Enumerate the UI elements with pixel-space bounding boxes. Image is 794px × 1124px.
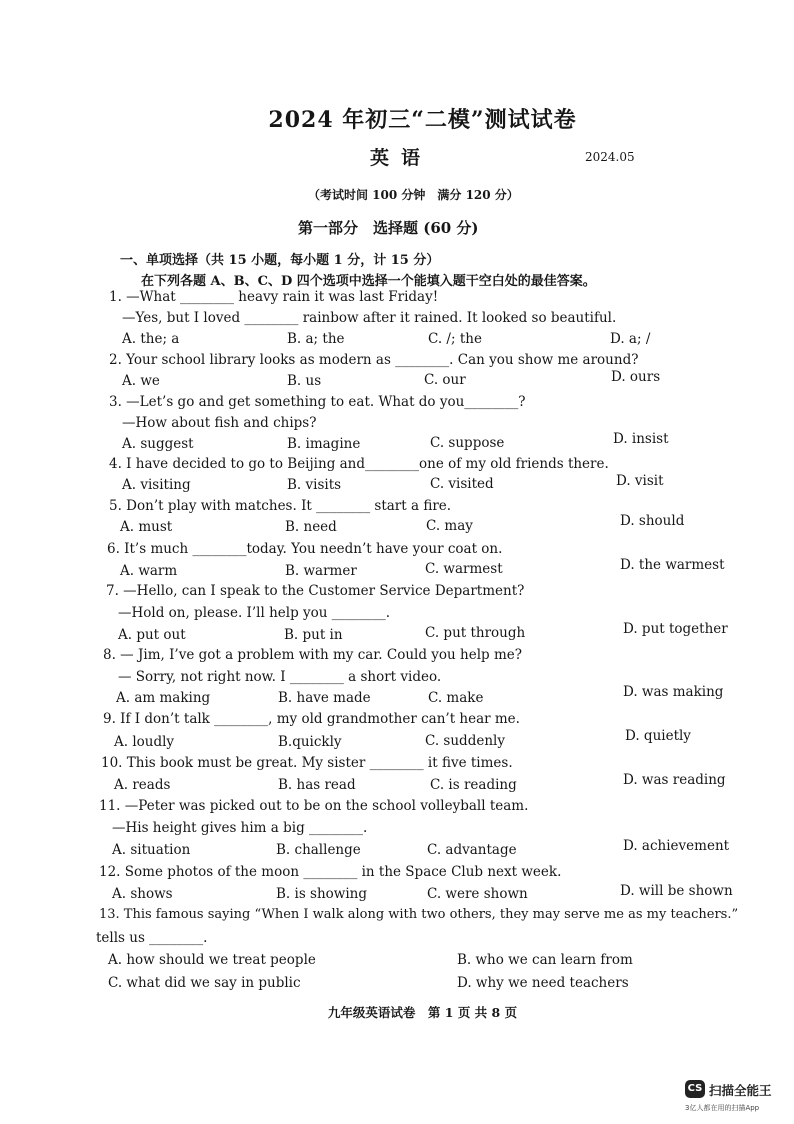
- question-2-option-b: B. us: [287, 373, 322, 389]
- question-11-option-c: C. advantage: [427, 842, 517, 858]
- question-2-option-d: D. ours: [611, 369, 661, 385]
- question-8-stem-line-2: — Sorry, not right now. I ________ a short video.: [118, 669, 442, 685]
- question-5-option-c: C. may: [426, 518, 473, 534]
- question-1-option-d: D. a; /: [610, 331, 651, 347]
- question-12-option-b: B. is showing: [276, 886, 367, 902]
- question-11-option-a: A. situation: [112, 842, 191, 858]
- question-3-option-d: D. insist: [613, 431, 669, 447]
- question-6-option-c: C. warmest: [425, 561, 503, 577]
- question-12-option-c: C. were shown: [427, 886, 528, 902]
- question-8-option-d: D. was making: [623, 684, 724, 700]
- question-7-option-a: A. put out: [118, 627, 186, 643]
- question-2-stem-line-1: 2. Your school library looks as modern as ________. Can you show me around?: [109, 352, 639, 368]
- question-10-option-a: A. reads: [114, 777, 171, 793]
- question-4-option-b: B. visits: [287, 477, 342, 493]
- question-13-option-d: D. why we need teachers: [457, 975, 629, 991]
- question-2-option-c: C. our: [424, 372, 466, 388]
- section-instruction: 在下列各题 A、B、C、D 四个选项中选择一个能填入题干空白处的最佳答案。: [141, 274, 596, 289]
- question-7-option-c: C. put through: [425, 625, 526, 641]
- exam-info: （考试时间 100 分钟 满分 120 分）: [308, 188, 519, 202]
- question-13-option-a: A. how should we treat people: [108, 952, 316, 968]
- question-10-option-b: B. has read: [278, 777, 356, 793]
- question-6-option-d: D. the warmest: [620, 557, 725, 573]
- question-11-stem-line-2: —His height gives him a big ________.: [112, 820, 368, 836]
- question-3-option-c: C. suppose: [430, 435, 505, 451]
- question-9-option-b: B.quickly: [278, 734, 342, 750]
- question-13-stem-line-2: tells us ________.: [96, 930, 208, 946]
- question-4-option-d: D. visit: [616, 473, 664, 489]
- question-5-option-d: D. should: [620, 513, 685, 529]
- question-9-stem-line-1: 9. If I don’t talk ________, my old grandmother can’t hear me.: [103, 711, 520, 727]
- question-7-stem-line-1: 7. —Hello, can I speak to the Customer Service Department?: [106, 583, 525, 599]
- question-4-option-c: C. visited: [430, 476, 494, 492]
- question-13-option-b: B. who we can learn from: [457, 952, 633, 968]
- page-footer: 九年级英语试卷 第 1 页 共 8 页: [327, 1005, 518, 1020]
- question-13-stem-line-1: 13. This famous saying “When I walk along with two others, they may serve me as my teachers.”: [99, 907, 739, 922]
- subject-title: 英语: [370, 147, 433, 169]
- question-12-option-d: D. will be shown: [620, 883, 733, 899]
- part-title: 第一部分 选择题 (60 分): [298, 219, 479, 237]
- question-13-option-c: C. what did we say in public: [108, 975, 301, 991]
- question-8-option-c: C. make: [428, 690, 484, 706]
- question-9-option-d: D. quietly: [625, 728, 691, 744]
- question-7-option-b: B. put in: [284, 627, 343, 643]
- question-5-option-b: B. need: [285, 519, 337, 535]
- question-8-option-b: B. have made: [278, 690, 371, 706]
- camscanner-logo-icon: CS: [685, 1080, 705, 1098]
- question-6-option-a: A. warm: [120, 563, 178, 579]
- exam-title: 2024 年初三“二模”测试试卷: [268, 107, 577, 133]
- question-10-option-d: D. was reading: [623, 772, 726, 788]
- scanner-tagline: 3亿人都在用的扫描App: [685, 1104, 760, 1112]
- question-3-stem-line-2: —How about fish and chips?: [122, 415, 317, 431]
- question-8-stem-line-1: 8. — Jim, I’ve got a problem with my car. Could you help me?: [103, 647, 522, 663]
- exam-date: 2024.05: [585, 150, 635, 164]
- question-1-option-a: A. the; a: [122, 331, 180, 347]
- question-7-stem-line-2: —Hold on, please. I’ll help you ________.: [118, 605, 391, 621]
- question-4-option-a: A. visiting: [122, 477, 191, 493]
- question-5-stem-line-1: 5. Don’t play with matches. It ________ start a fire.: [109, 498, 452, 514]
- question-9-option-c: C. suddenly: [425, 733, 505, 749]
- question-8-option-a: A. am making: [116, 690, 211, 706]
- question-11-stem-line-1: 11. —Peter was picked out to be on the school volleyball team.: [99, 798, 529, 814]
- question-11-option-b: B. challenge: [276, 842, 361, 858]
- question-5-option-a: A. must: [120, 519, 173, 535]
- question-1-option-c: C. /; the: [428, 331, 482, 347]
- question-2-option-a: A. we: [122, 373, 160, 389]
- question-6-stem-line-1: 6. It’s much ________today. You needn’t have your coat on.: [107, 541, 503, 557]
- question-4-stem-line-1: 4. I have decided to go to Beijing and________one of my old friends there.: [109, 456, 609, 472]
- question-6-option-b: B. warmer: [285, 563, 357, 579]
- question-10-stem-line-1: 10. This book must be great. My sister ________ it five times.: [101, 755, 513, 771]
- question-3-stem-line-1: 3. —Let’s go and get something to eat. What do you________?: [109, 394, 526, 410]
- question-1-stem-line-1: 1. —What ________ heavy rain it was last Friday!: [109, 289, 439, 305]
- scanner-app-name: 扫描全能王: [709, 1083, 772, 1098]
- question-9-option-a: A. loudly: [114, 734, 175, 750]
- question-1-option-b: B. a; the: [287, 331, 345, 347]
- question-1-stem-line-2: —Yes, but I loved ________ rainbow after it rained. It looked so beautiful.: [122, 310, 617, 326]
- question-7-option-d: D. put together: [623, 621, 728, 637]
- question-12-option-a: A. shows: [112, 886, 173, 902]
- section-title: 一、单项选择（共 15 小题，每小题 1 分，计 15 分）: [120, 253, 440, 268]
- question-10-option-c: C. is reading: [430, 777, 517, 793]
- question-11-option-d: D. achievement: [623, 838, 730, 854]
- question-12-stem-line-1: 12. Some photos of the moon ________ in the Space Club next week.: [99, 864, 562, 880]
- question-3-option-b: B. imagine: [287, 436, 361, 452]
- question-3-option-a: A. suggest: [122, 436, 194, 452]
